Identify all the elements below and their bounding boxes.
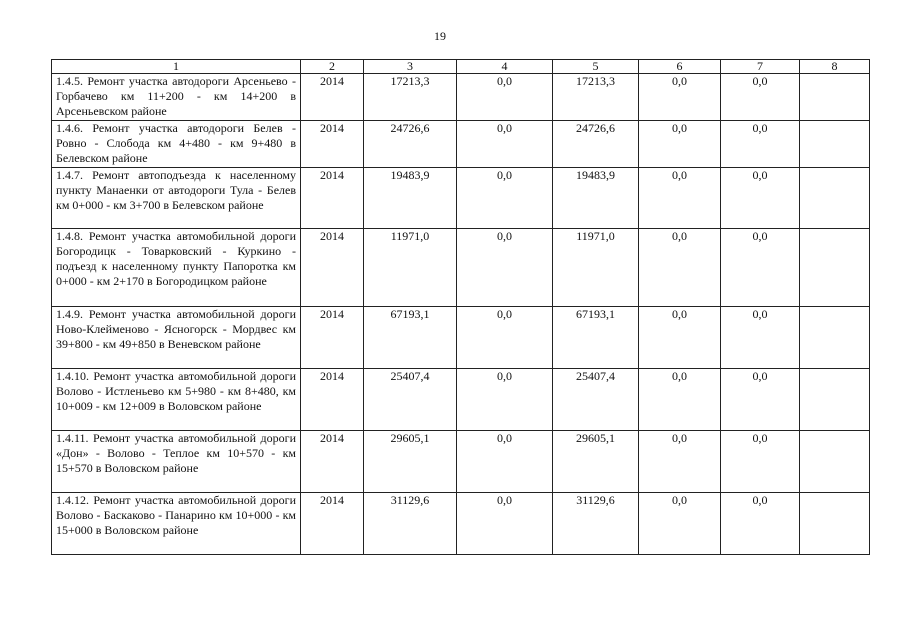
item-year: 2014: [301, 369, 364, 431]
item-col3: 25407,4: [364, 369, 457, 431]
item-col7: 0,0: [721, 168, 800, 229]
item-col5: 67193,1: [553, 307, 639, 369]
item-year: 2014: [301, 431, 364, 493]
table-row: [52, 168, 870, 229]
item-col8: [800, 369, 870, 431]
table-row: [52, 229, 870, 307]
column-header: 7: [721, 60, 800, 74]
item-col5: 29605,1: [553, 431, 639, 493]
item-description: 1.4.11. Ремонт участка автомобильной дороги «Дон» - Волово - Теплое км 10+570 - км 15+570 в Воловском районе: [52, 431, 301, 493]
table-row: [52, 369, 870, 431]
column-header: 4: [457, 60, 553, 74]
column-header: 8: [800, 60, 870, 74]
table-row: [52, 74, 870, 121]
item-description: 1.4.6. Ремонт участка автодороги Белев - Ровно - Слобода км 4+480 - км 9+480 в Белевском районе: [52, 121, 301, 168]
item-col8: [800, 493, 870, 555]
item-year: 2014: [301, 74, 364, 121]
item-col8: [800, 121, 870, 168]
item-description: 1.4.12. Ремонт участка автомобильной дороги Волово - Баскаково - Панарино км 10+000 - км 15+000 в Воловском районе: [52, 493, 301, 555]
item-col7: 0,0: [721, 121, 800, 168]
column-header: 1: [52, 60, 301, 74]
item-col3: 29605,1: [364, 431, 457, 493]
item-col6: 0,0: [639, 74, 721, 121]
table-row: [52, 431, 870, 493]
item-col8: [800, 74, 870, 121]
item-col8: [800, 229, 870, 307]
item-description: 1.4.7. Ремонт автоподъезда к населенному пункту Манаенки от автодороги Тула - Белев км 0+000 - км 3+700 в Белевском районе: [52, 168, 301, 229]
item-description: 1.4.10. Ремонт участка автомобильной дороги Волово - Истленьево км 5+980 - км 8+480, км 10+009 - км 12+009 в Воловском районе: [52, 369, 301, 431]
item-col7: 0,0: [721, 431, 800, 493]
column-header: 3: [364, 60, 457, 74]
item-col6: 0,0: [639, 307, 721, 369]
item-col4: 0,0: [457, 168, 553, 229]
budget-table: [51, 59, 870, 555]
item-col4: 0,0: [457, 307, 553, 369]
item-col3: 11971,0: [364, 229, 457, 307]
page-number: 19: [434, 29, 446, 43]
column-header: 5: [553, 60, 639, 74]
item-col5: 17213,3: [553, 74, 639, 121]
item-col4: 0,0: [457, 369, 553, 431]
table-row: [52, 121, 870, 168]
item-col3: 19483,9: [364, 168, 457, 229]
column-header: 6: [639, 60, 721, 74]
item-year: 2014: [301, 229, 364, 307]
table-row: [52, 307, 870, 369]
item-col4: 0,0: [457, 121, 553, 168]
item-col7: 0,0: [721, 369, 800, 431]
item-year: 2014: [301, 121, 364, 168]
item-description: 1.4.9. Ремонт участка автомобильной дороги Ново-Клейменово - Ясногорск - Мордвес км 39+800 - км 49+850 в Веневском районе: [52, 307, 301, 369]
item-col8: [800, 168, 870, 229]
item-col5: 24726,6: [553, 121, 639, 168]
item-year: 2014: [301, 493, 364, 555]
item-col7: 0,0: [721, 307, 800, 369]
item-col4: 0,0: [457, 431, 553, 493]
item-year: 2014: [301, 307, 364, 369]
item-col4: 0,0: [457, 229, 553, 307]
item-col3: 67193,1: [364, 307, 457, 369]
item-year: 2014: [301, 168, 364, 229]
item-col4: 0,0: [457, 74, 553, 121]
column-number-row: [52, 60, 870, 74]
item-col4: 0,0: [457, 493, 553, 555]
item-col3: 24726,6: [364, 121, 457, 168]
item-col5: 11971,0: [553, 229, 639, 307]
item-description: 1.4.5. Ремонт участка автодороги Арсеньево - Горбачево км 11+200 - км 14+200 в Арсеньевском районе: [52, 74, 301, 121]
item-col5: 31129,6: [553, 493, 639, 555]
item-description: 1.4.8. Ремонт участка автомобильной дороги Богородицк - Товарковский - Куркино - подъезд к населенному пункту Папоротка км 0+000 - км 2+170 в Богородицком районе: [52, 229, 301, 307]
item-col3: 31129,6: [364, 493, 457, 555]
column-header: 2: [301, 60, 364, 74]
item-col6: 0,0: [639, 493, 721, 555]
item-col6: 0,0: [639, 229, 721, 307]
item-col5: 25407,4: [553, 369, 639, 431]
item-col7: 0,0: [721, 229, 800, 307]
item-col7: 0,0: [721, 74, 800, 121]
item-col7: 0,0: [721, 493, 800, 555]
item-col6: 0,0: [639, 121, 721, 168]
item-col8: [800, 431, 870, 493]
item-col6: 0,0: [639, 168, 721, 229]
item-col5: 19483,9: [553, 168, 639, 229]
item-col6: 0,0: [639, 431, 721, 493]
table-row: [52, 493, 870, 555]
item-col3: 17213,3: [364, 74, 457, 121]
item-col8: [800, 307, 870, 369]
item-col6: 0,0: [639, 369, 721, 431]
